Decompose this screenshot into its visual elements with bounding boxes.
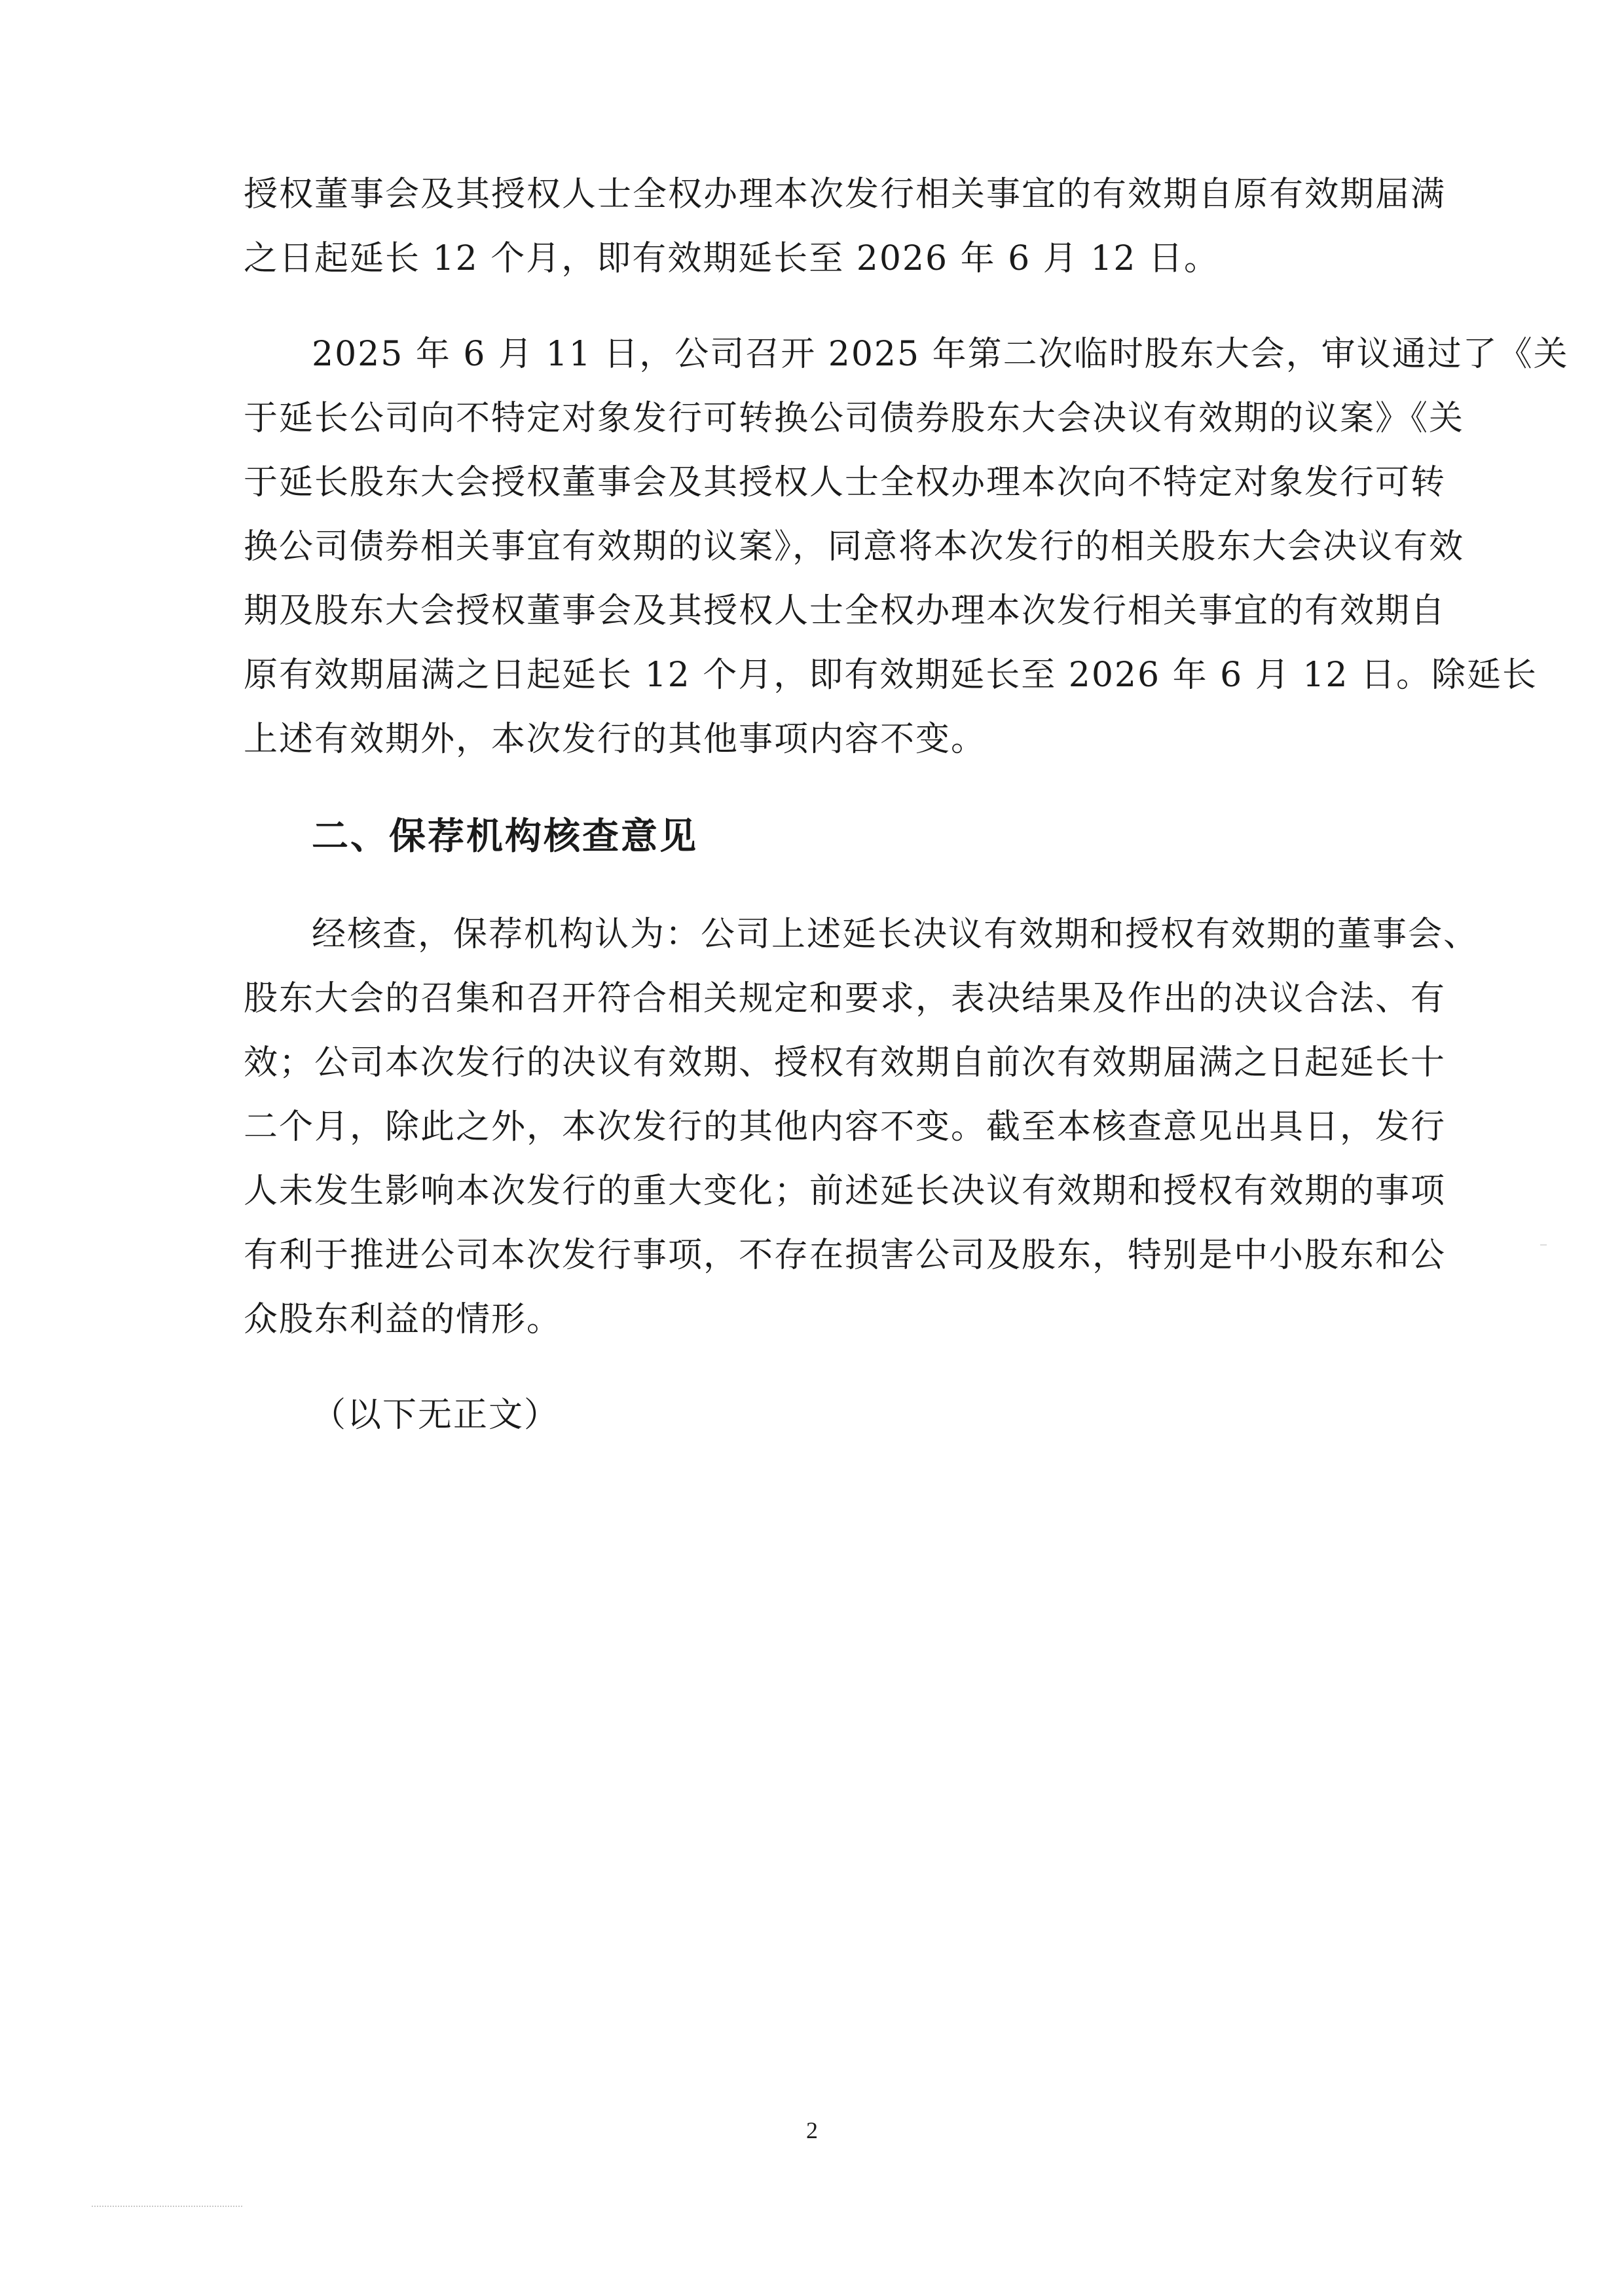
paragraph-spacer	[244, 771, 1383, 803]
text-line: 于延长股东大会授权董事会及其授权人士全权办理本次向不特定对象发行可转	[244, 463, 1447, 502]
text-line: 于延长公司向不特定对象发行可转换公司债券股东大会决议有效期的议案》《关	[244, 399, 1465, 438]
scan-artifact	[92, 2206, 242, 2211]
paragraph-meeting	[244, 322, 1569, 771]
text-line: 二个月，除此之外，本次发行的其他内容不变。截至本核查意见出具日，发行	[244, 1107, 1447, 1147]
paragraph-spacer	[244, 1352, 1383, 1383]
closing-note-text: （以下无正文）	[312, 1396, 560, 1435]
closing-note	[244, 1383, 1383, 1447]
text-line: 股东大会的召集和召开符合相关规定和要求，表决结果及作出的决议合法、有	[244, 979, 1447, 1018]
document-body	[244, 162, 1569, 1447]
paragraph-continuation	[244, 162, 1447, 291]
text-line: 人未发生影响本次发行的重大变化；前述延长决议有效期和授权有效期的事项	[244, 1172, 1447, 1211]
text-line: 众股东利益的情形。	[244, 1300, 563, 1339]
text-line: 换公司债券相关事宜有效期的议案》，同意将本次发行的相关股东大会决议有效	[244, 527, 1465, 566]
text-line: 授权董事会及其授权人士全权办理本次发行相关事宜的有效期自原有效期届满	[244, 175, 1447, 214]
text-line: 原有效期届满之日起延长 12 个月，即有效期延长至 2026 年 6 月 12 日。除延长	[244, 656, 1538, 695]
text-line: 上述有效期外，本次发行的其他事项内容不变。	[244, 720, 987, 759]
paragraph-opinion	[244, 902, 1479, 1352]
text-line: 经核查，保荐机构认为：公司上述延长决议有效期和授权有效期的董事会、	[312, 915, 1479, 954]
section-heading: 二、保荐机构核查意见	[312, 815, 698, 858]
paragraph-spacer	[244, 871, 1383, 902]
paragraph-spacer	[244, 291, 1383, 322]
page-number: 2	[806, 2117, 818, 2143]
scan-artifact	[1540, 1244, 1547, 1246]
text-line: 效；公司本次发行的决议有效期、授权有效期自前次有效期届满之日起延长十	[244, 1043, 1447, 1083]
text-line: 2025 年 6 月 11 日，公司召开 2025 年第二次临时股东大会，审议通过了《关	[312, 335, 1569, 374]
text-line: 期及股东大会授权董事会及其授权人士全权办理本次发行相关事宜的有效期自	[244, 591, 1447, 631]
text-line: 之日起延长 12 个月，即有效期延长至 2026 年 6 月 12 日。	[244, 239, 1219, 278]
text-line: 有利于推进公司本次发行事项，不存在损害公司及股东，特别是中小股东和公	[244, 1236, 1447, 1275]
